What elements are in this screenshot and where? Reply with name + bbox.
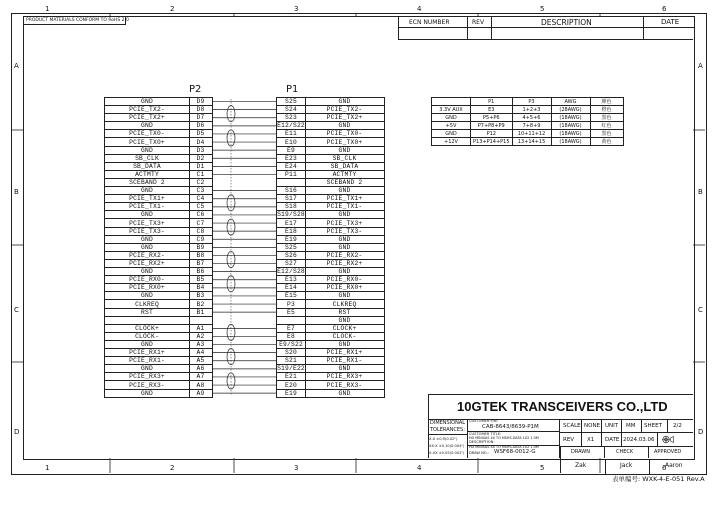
p2-signal-name: CLKREQ [135,300,159,308]
customer-pn-label: CUSTOMER P/N: [469,419,498,423]
p2-pin-number: D9 [196,98,205,105]
scale-divider-1 [581,419,582,433]
p1-pin-number: S16 [285,187,297,195]
power-table-cell: 红色 [590,122,623,130]
zone-col-1: 1 [45,5,50,13]
p1-pin-number: S23 [285,114,297,122]
rohs-note: PRODUCT MATERIALS CONFORM TO RoHS 2.0 [26,17,129,23]
p1-signal-name: PCIE_RX2+ [326,260,363,267]
tolerance-line-3: X.XX ±0.05(0.002") [429,451,465,455]
drawn-name: Zak [575,462,587,469]
p1-pin-number: E10 [285,138,297,146]
p1-signal-name: GND [338,122,351,130]
power-table-cell: 13+14+15 [512,138,551,146]
p1-pin-number: S27 [285,260,297,267]
power-table-row [432,138,624,146]
p1-pin-number: E13 [285,276,297,284]
draw-no-label: DRAW NO.: [469,451,489,455]
rev-divider-3 [621,433,622,446]
p2-pin-number: C7 [196,219,205,227]
p2-pin-number: B8 [196,251,205,259]
customer-title: HD MINISAS 4X TO MSHS-DATA 1X2 1.0M [469,436,539,440]
power-table-wrap [431,97,624,146]
p1-pin-number: E17 [285,219,297,227]
zone-row-a-right: A [698,62,703,70]
p1-pin-number: E19 [285,389,297,397]
p2-signal-name: GND [141,98,153,105]
p2-signal-name: PCIE_TX2+ [129,114,165,122]
p1-signal-name: CLOCK+ [332,324,357,332]
p2-signal-name: SB_CLK [135,154,159,162]
twisted-pair-marker [227,324,235,340]
unit-label: UNIT [605,423,619,429]
p1-pin-number: S19/E22 [277,365,305,373]
zone-col-3: 3 [294,5,299,13]
p2-signal-name: CLOCK- [135,332,159,340]
p2-pin-number: A4 [196,349,205,357]
p2-signal-name: GND [141,122,153,130]
zone-row-a: A [14,62,19,70]
p2-signal-name: GND [141,235,153,243]
p2-pin-number: A5 [196,357,205,365]
p1-pin-number: S19/S28 [277,211,305,219]
p1-signal-name: PCIE_RX2- [326,251,363,259]
p2-signal-name: GND [141,187,153,195]
description-label: DESCRIPTION: [469,440,495,444]
p1-pin-number: E18 [285,227,297,235]
p2-signal-name: PCIE_TX3+ [129,219,165,227]
p1-pin-number: S18 [285,203,297,211]
power-table-cell: P7+P8+P9 [471,122,513,130]
zone-row-c-right: C [698,306,703,314]
p2-pin-number: D1 [196,162,205,170]
p2-pin-number: C8 [196,227,205,235]
p1-signal-name: GND [338,292,351,300]
zone-col-6-bottom: 6 [662,464,667,472]
customer-pn: CAB-8643/8639-P1M [482,424,539,430]
p1-pin-number: E12/S22 [277,122,305,130]
rev-label: REV [563,437,575,443]
dimensional-label: DIMENSIONAL [430,420,466,426]
zone-col-5-bottom: 5 [540,464,545,472]
power-table-cell: (18AWG) [551,130,590,138]
zone-col-2-bottom: 2 [170,464,175,472]
p2-pin-number: C2 [196,179,205,186]
p1-signal-name: PCIE_TX0+ [326,138,363,146]
p1-signal-name: PCIE_TX2- [326,106,363,114]
p1-signal-name: SCEBAND 2 [326,179,363,186]
power-table-cell: GND [432,130,471,138]
p1-pin-number: S25 [285,243,297,251]
p2-pin-number: C3 [196,187,205,195]
description-header: DESCRIPTION [541,18,592,27]
p2-pin-number: C9 [196,235,205,243]
p2-pin-number: C4 [196,195,205,203]
p2-pin-number: A2 [196,332,205,340]
p2-pin-number: A6 [196,365,205,373]
power-table-cell: 黑色 [590,130,623,138]
p1-signal-name: PCIE_TX3- [326,227,363,235]
p2-signal-name: GND [141,341,153,348]
p2-pin-number: D8 [196,106,205,114]
p1-pin-number: E11 [285,130,297,138]
rev-divider-1 [581,433,582,446]
p1-signal-name: PCIE_RX3- [326,381,363,389]
power-table-row [432,114,624,122]
power-table-cell: 10+11+12 [512,130,551,138]
rev-value: X1 [587,437,595,443]
power-table-cell: (18AWG) [551,138,590,146]
approval-divider-2 [648,446,649,458]
p2-pin-number: D5 [196,130,205,138]
draw-no-value: WSF68-0012-G [494,449,536,455]
p2-pin-number: B6 [196,268,205,276]
p2-pin-number: C6 [196,211,205,219]
p1-signal-name: CLOCK- [332,332,357,340]
scale-value: NONE [584,423,601,429]
p2-pin-number: D7 [196,114,205,122]
approval-divider-row [561,459,694,460]
p2-signal-name: PCIE_RX0- [129,276,165,284]
p1-signal-name: GND [338,98,351,105]
check-name: Jack [620,462,633,469]
date-value: 2024.03.06 [623,437,655,443]
p1-signal-name: ACTMTY [332,170,357,178]
zone-row-d-right: D [698,428,704,436]
tolerance-divider [428,434,468,435]
p1-pin-number: E5 [287,308,295,316]
p1-signal-name: PCIE_RX0- [326,276,363,284]
tolerances-label: TOLERANCES: [430,427,465,433]
p2-pin-number: B5 [196,276,205,284]
unit-value: MM [626,423,636,429]
scale-divider-2 [601,419,602,433]
p1-signal-name: GND [338,341,351,348]
scale-row [560,419,693,433]
p2-signal-name: PCIE_RX2- [129,251,165,259]
p2-pin-number: A1 [196,324,205,332]
p2-signal-name: GND [141,292,153,300]
p2-pin-number: B9 [196,243,205,251]
p2-signal-name: CLOCK+ [135,324,159,332]
p1-pin-number: S26 [285,251,297,259]
p1-pin-number: E19 [285,235,297,243]
p1-pin-number: S17 [285,195,297,203]
power-table-cell: P13+P14+P15 [471,138,513,146]
p2-pin-number: A3 [196,341,205,348]
scale-divider-5 [667,419,668,433]
zone-col-4-bottom: 4 [417,464,422,472]
zone-col-1-bottom: 1 [45,464,50,472]
p2-signal-name: GND [141,146,153,154]
power-table-cell: (28AWG) [551,106,590,114]
power-table-cell: E3 [471,106,513,114]
p1-signal-name: GND [338,389,351,397]
date-label: DATE [605,437,620,443]
zone-row-b-right: B [698,188,703,196]
power-table-cell: (18AWG) [551,122,590,130]
p2-pin-number: C1 [196,170,205,178]
p2-pin-number: B4 [196,284,205,292]
power-table-cell: +5V [432,122,471,130]
sheet-value: 2/2 [673,423,682,429]
p2-signal-name: PCIE_RX3+ [129,373,165,381]
p2-pin-number: A9 [196,389,205,397]
p2-signal-name: PCIE_RX0+ [129,284,165,292]
power-table-cell: 7+8+9 [512,122,551,130]
check-label: CHECK [616,449,634,455]
power-table-header-cell: 颜色 [590,98,623,106]
rev-divider-4 [657,433,658,446]
p1-signal-name: PCIE_TX3+ [326,219,363,227]
power-table-cell: 3.3V AUX [432,106,471,114]
zone-col-3-bottom: 3 [294,464,299,472]
p2-signal-name: PCIE_RX1+ [129,349,165,357]
form-number-note: 表单编号: WXK-4-E-051 Rev.A [612,475,705,483]
customer-title-label: CUSTOMER TITLE: [469,432,502,436]
power-table-cell: P5+P6 [471,114,513,122]
p1-signal-name: GND [338,211,351,219]
tolerance-line-2: XX.X ±0.10(0.004") [429,444,465,448]
p1-signal-name: GND [338,243,351,251]
power-table-cell: 橙色 [590,106,623,114]
scale-divider-3 [621,419,622,433]
power-table-cell: (18AWG) [551,114,590,122]
p2-pin-number: D6 [196,122,205,130]
p1-signal-name: GND [338,235,351,243]
p1-pin-number: P3 [287,300,295,308]
p2-pin-number: A7 [196,373,205,381]
p1-signal-name: GND [338,365,351,373]
p1-signal-name: PCIE_RX1+ [326,349,363,357]
p1-pin-number: E8 [287,332,295,340]
power-table-header [432,98,624,106]
rev-divider-2 [601,433,602,446]
power-table-cell: 1+2+3 [512,106,551,114]
twisted-pair-marker [227,219,235,235]
approved-name: Aaron [665,462,683,469]
drawn-label: DRAWN [571,449,590,455]
p1-pin-number: E20 [285,381,297,389]
tolerance-line-1: X.X ±0.5(0.02") [429,437,458,441]
company-name: 10GTEK TRANSCEIVERS CO.,LTD [457,399,668,414]
approval-name-divider [649,459,650,474]
p1-signal-name: PCIE_TX2+ [326,114,363,122]
ecn-number-header: ECN NUMBER [409,19,450,26]
power-table-cell: 黑色 [590,114,623,122]
p2-signal-name: GND [141,243,153,251]
p1-pin-number: S20 [285,349,297,357]
p1-pin-number: S24 [285,106,297,114]
p2-signal-name: PCIE_TX2- [129,106,165,114]
zone-row-d: D [14,428,20,436]
p1-pin-number: E7 [287,324,295,332]
p1-pin-number: E21 [285,373,297,381]
power-table-header-cell: AWG [551,98,590,106]
zone-row-c: C [14,306,19,314]
zone-col-5: 5 [540,5,545,13]
rev-date-row [560,433,693,446]
p1-signal-name: GND [338,187,351,195]
power-table-header-cell [432,98,471,106]
p2-signal-name: PCIE_TX1+ [129,195,165,203]
approved-label: APPROVED [654,449,682,455]
power-table-header-cell: P1 [471,98,513,106]
p2-signal-name: PCIE_TX3- [129,227,165,235]
p2-signal-name: RST [141,308,153,316]
p2-pin-number: B2 [196,300,205,308]
tolerance-box [428,419,468,458]
p2-signal-name: GND [141,268,153,276]
zone-col-6: 6 [662,5,667,13]
p1-pin-number: P11 [285,170,297,178]
customer-title-cell [468,432,560,446]
p1-signal-name: PCIE_TX1- [326,203,363,211]
p1-signal-name: CLKREQ [332,300,357,308]
p2-pin-number: D3 [196,146,205,154]
zone-row-b: B [14,188,19,196]
power-table-row [432,122,624,130]
p1-signal-name: PCIE_RX0+ [326,284,363,292]
p2-signal-name: PCIE_RX3- [129,381,165,389]
date-header: DATE [661,18,680,26]
power-table-cell: +12V [432,138,471,146]
rev-header: REV [472,19,485,26]
approval-labels [560,446,693,458]
approval-divider-1 [604,446,605,458]
p1-pin-number: S25 [285,98,297,105]
projection-symbol-icon [662,435,674,444]
zone-col-4: 4 [417,5,422,13]
p2-pin-number: D4 [196,138,205,146]
p1-pin-number: E24 [285,162,297,170]
power-table-row [432,106,624,114]
p1-signal-name: SB_DATA [330,162,359,170]
power-table-row [432,130,624,138]
customer-pn-cell [468,419,560,432]
p1-pin-number: E15 [285,292,297,300]
power-table-header-cell: P3 [512,98,551,106]
p2-pin-number: A8 [196,381,205,389]
p1-signal-name: PCIE_TX1+ [326,195,363,203]
p2-pin-number: C5 [196,203,205,211]
approval-name-divider [605,459,606,474]
p1-pin-number: E23 [285,154,297,162]
p1-pin-number: E14 [285,284,297,292]
power-table [431,97,624,146]
zone-col-2: 2 [170,5,175,13]
p2-signal-name: PCIE_TX0+ [129,138,165,146]
p2-signal-name: PCIE_TX1- [129,203,165,211]
p2-signal-name: PCIE_TX0- [129,130,165,138]
p1-pin-number: S21 [285,357,297,365]
power-table-cell: 4+5+6 [512,114,551,122]
p1-pin-number: E9 [287,146,295,154]
p2-signal-name: ACTMTY [135,170,159,178]
p1-pin-number: E9/S22 [279,341,303,348]
p2-signal-name: GND [141,211,153,219]
power-table-cell: P12 [471,130,513,138]
p1-pin-number: E12/S28 [277,268,305,276]
p2-pin-number: D2 [196,154,205,162]
p1-signal-name: GND [338,268,351,276]
p2-pin-number: B3 [196,292,205,300]
p1-signal-name: GND [338,146,351,154]
scale-divider-4 [641,419,642,433]
p2-pin-number: B7 [196,260,205,267]
p1-signal-name: PCIE_RX3+ [326,373,363,381]
connector-p1-title: P1 [286,84,299,95]
p2-signal-name: SCEBAND 2 [129,179,165,186]
draw-no-cell [468,446,560,458]
p1-signal-name: RST [338,308,351,316]
p1-signal-name: GND [338,316,351,324]
power-table-cell: GND [432,114,471,122]
p2-signal-name: PCIE_RX1- [129,357,165,365]
p2-signal-name: GND [141,389,153,397]
connector-p2-title: P2 [189,84,202,95]
p2-signal-name: SB_DATA [133,162,161,170]
sheet-label: SHEET [644,423,662,429]
p2-pin-number: B1 [196,308,205,316]
p2-signal-name: GND [141,365,153,373]
p1-signal-name: PCIE_RX1- [326,357,363,365]
p2-signal-name: PCIE_RX2+ [129,260,165,267]
p1-signal-name: SB_CLK [332,154,357,162]
scale-label: SCALE [563,423,581,429]
description-text: HD MINISAS 4X TO MSHS-DATA 1X2 1.0M [469,445,539,449]
p1-signal-name: PCIE_TX0- [326,130,363,138]
power-table-cell: 黄色 [590,138,623,146]
